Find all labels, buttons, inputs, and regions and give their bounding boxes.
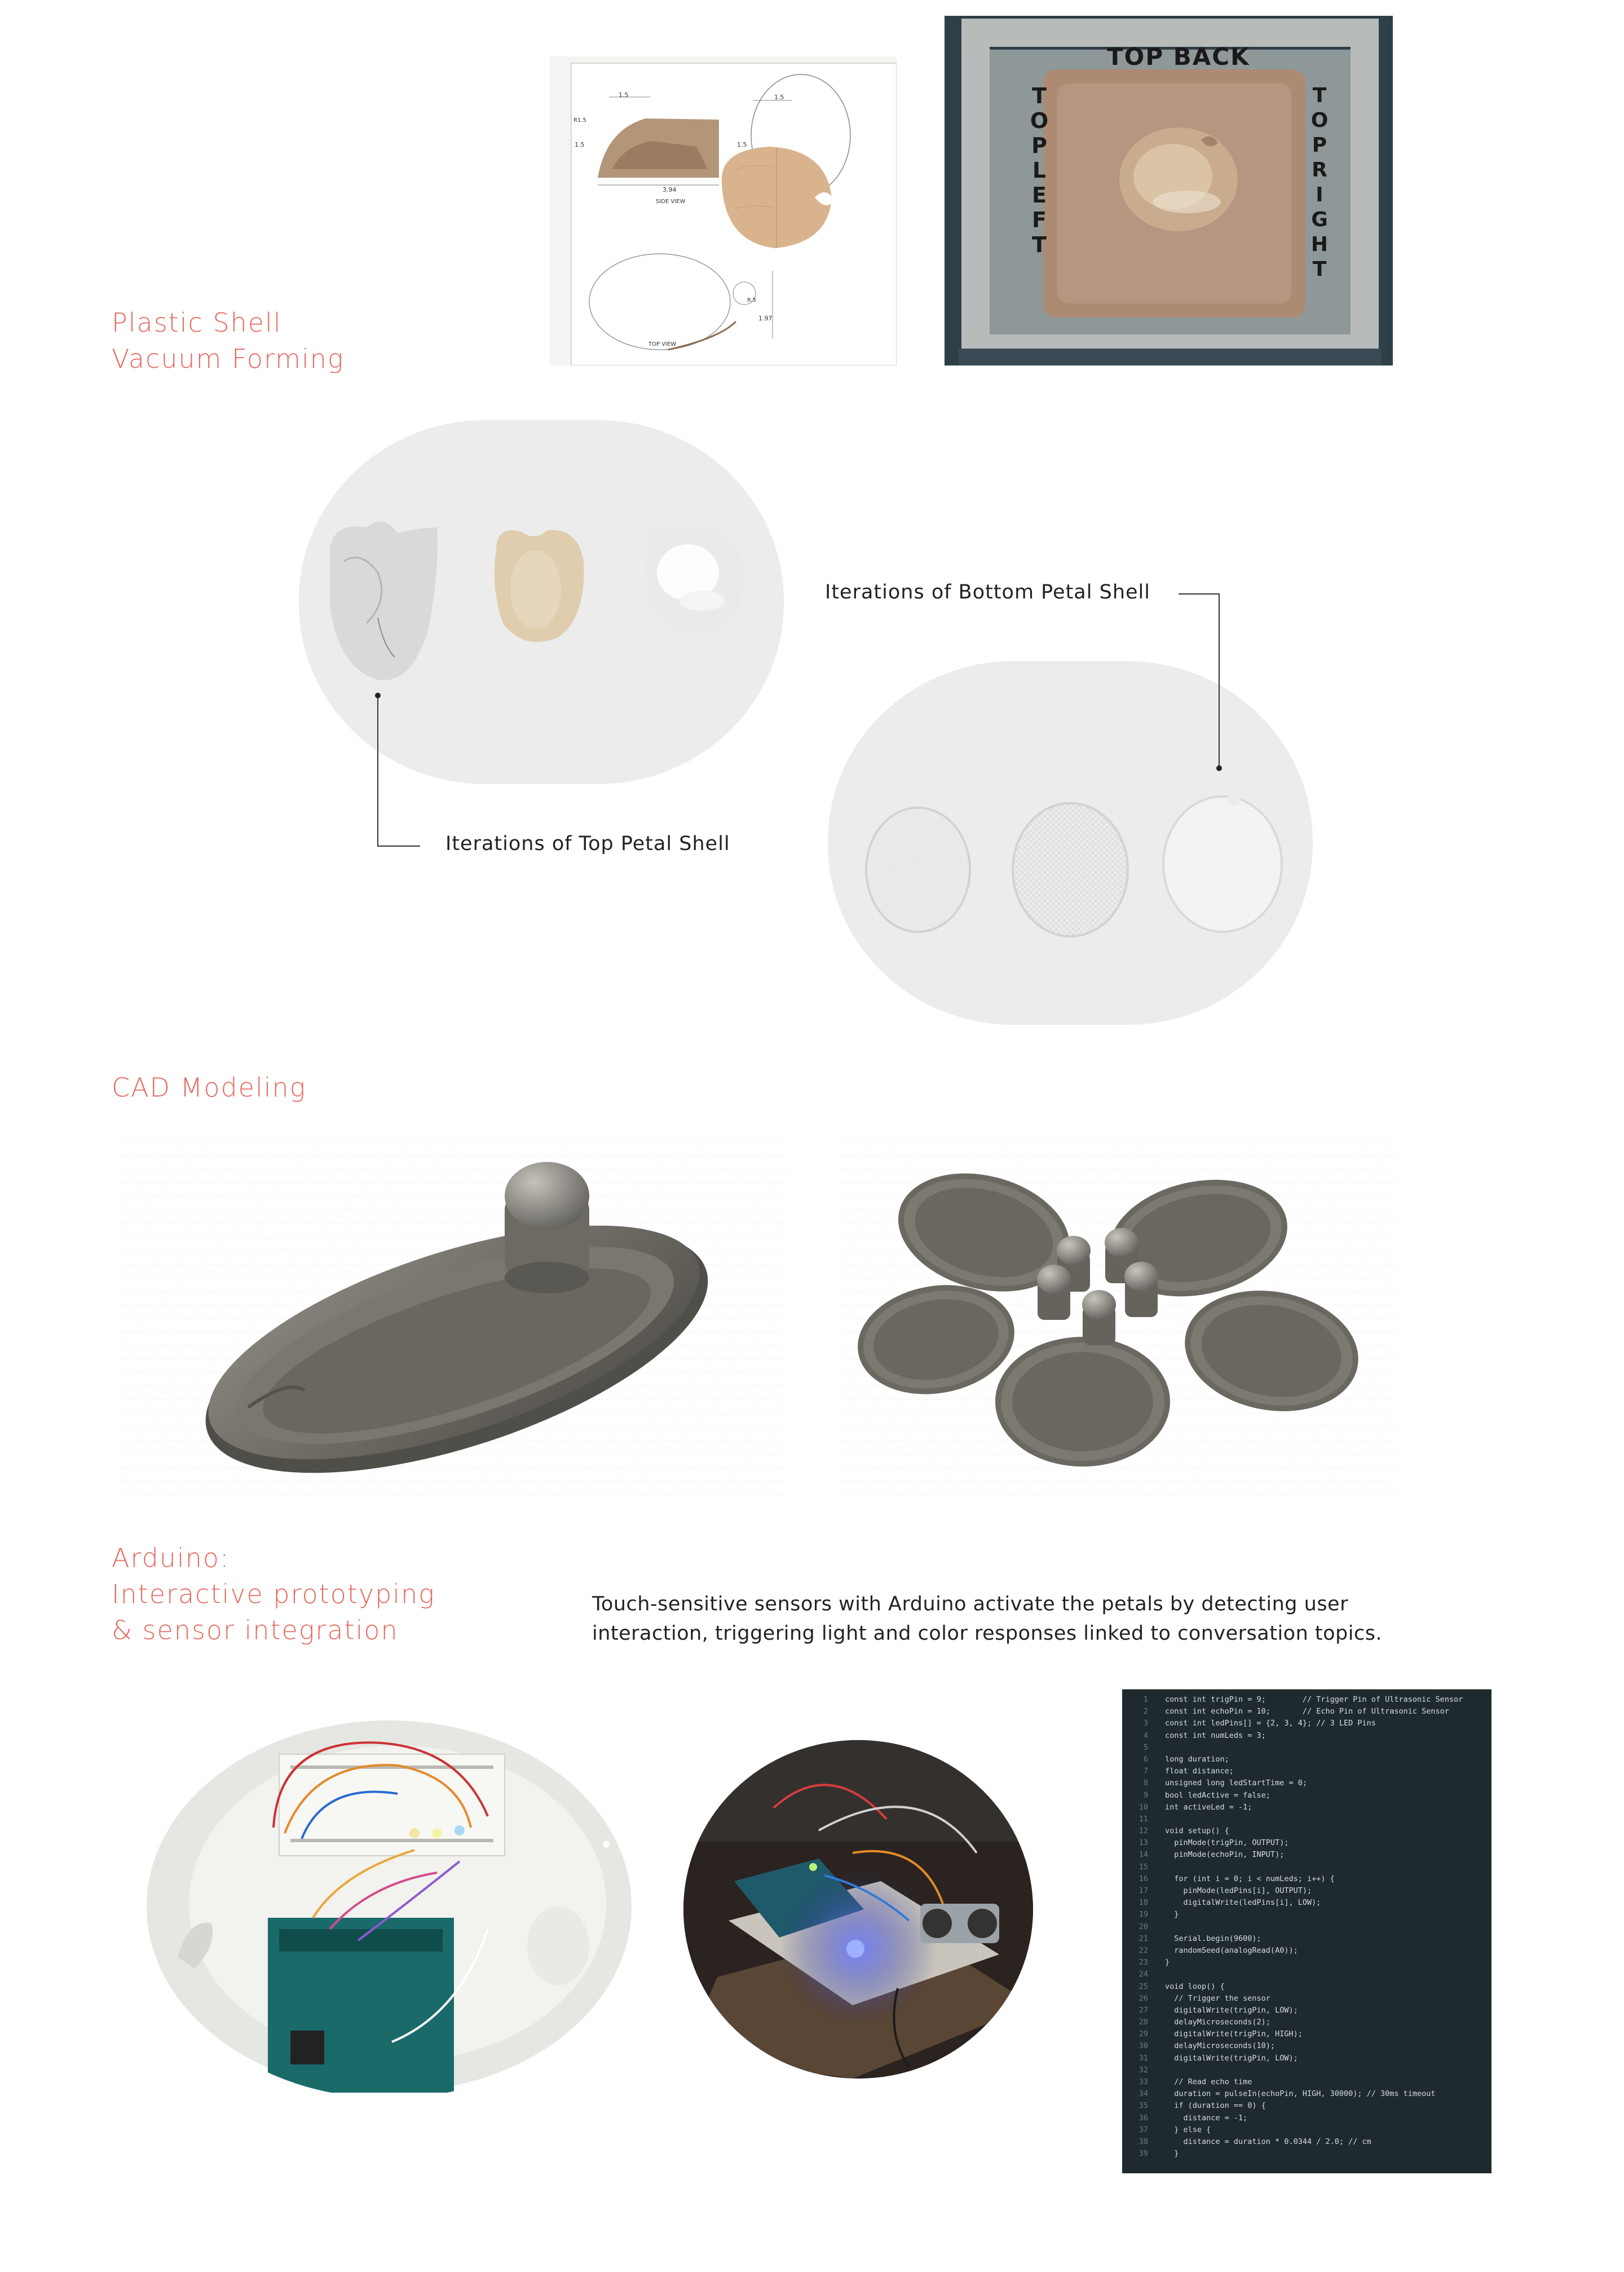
code-line-number: 16	[1138, 1874, 1148, 1883]
code-line	[1122, 1825, 1491, 1837]
mold-label-top-left: TOP LEFT	[1030, 83, 1049, 257]
code-line	[1122, 1790, 1491, 1802]
code-line-text: }	[1165, 2149, 1179, 2159]
code-line-number: 30	[1138, 2041, 1148, 2051]
code-line-number: 33	[1138, 2077, 1148, 2086]
code-line-text: digitalWrite(trigPin, LOW);	[1165, 2053, 1298, 2063]
code-line-number: 3	[1143, 1719, 1148, 1728]
code-line-text: }	[1165, 1910, 1179, 1919]
section-title-cad-modeling: CAD Modeling	[112, 1072, 307, 1103]
code-line	[1122, 2040, 1491, 2052]
code-line-text: digitalWrite(ledPins[i], LOW);	[1165, 1898, 1321, 1908]
drawing-dim-2: 1.5	[774, 94, 784, 101]
code-line	[1122, 1885, 1491, 1897]
code-line	[1122, 1993, 1491, 2005]
drawing-dim-4: 1.5	[737, 141, 747, 148]
arduino-description: Touch-sensitive sensors with Arduino activate the petals by detecting user interaction, triggering light and color responses linked to conversation topics.	[592, 1593, 1383, 1645]
code-line-number: 10	[1138, 1802, 1148, 1812]
section-title-arduino: Arduino: Interactive prototyping & sensor integration	[112, 1543, 435, 1645]
code-line-number: 24	[1138, 1970, 1148, 1979]
code-line-text: }	[1165, 1958, 1170, 1967]
code-line-number: 8	[1143, 1778, 1148, 1788]
code-line-text: const int ledPins[] = {2, 3, 4}; // 3 LED Pins	[1165, 1719, 1376, 1728]
code-line	[1122, 1945, 1491, 1957]
arduino-shell-illustration	[144, 1703, 634, 2098]
code-line	[1122, 1897, 1491, 1909]
code-line-text: randomSeed(analogRead(A0));	[1165, 1945, 1298, 1955]
code-line-text: distance = -1;	[1165, 2113, 1248, 2123]
code-line-text: unsigned long ledStartTime = 0;	[1165, 1778, 1307, 1788]
cad-single-petal-render	[118, 1142, 787, 1498]
drawing-dim-1: 1.5	[619, 91, 629, 99]
code-line-text: pinMode(trigPin, OUTPUT);	[1165, 1838, 1289, 1848]
code-line-number: 38	[1138, 2137, 1148, 2146]
arduino-code-panel[interactable]	[1122, 1689, 1491, 2173]
code-line-text: delayMicroseconds(2);	[1165, 2018, 1270, 2027]
code-line-text: } else {	[1165, 2125, 1211, 2134]
code-line	[1122, 2016, 1491, 2028]
code-line-text: duration = pulseIn(echoPin, HIGH, 30000); // 30ms timeout	[1165, 2089, 1436, 2099]
drawing-depth: 1.97	[758, 315, 773, 322]
vacuum-mold-photo	[945, 16, 1393, 366]
code-line-number: 22	[1138, 1945, 1148, 1955]
code-line-number: 32	[1138, 2065, 1148, 2075]
code-line-text: void setup() {	[1165, 1826, 1229, 1836]
mold-label-top-right: TOP RIGHT	[1310, 84, 1329, 281]
code-line-number: 19	[1138, 1910, 1148, 1919]
code-line-text: // Trigger the sensor	[1165, 1993, 1270, 2003]
arduino-led-photo	[683, 1740, 1033, 2079]
bottom-petal-illustration	[828, 661, 1313, 1025]
code-line-number: 29	[1138, 2029, 1148, 2039]
code-line-text: long duration;	[1165, 1754, 1229, 1764]
code-line-text: if (duration == 0) {	[1165, 2101, 1266, 2111]
code-line	[1122, 1754, 1491, 1765]
code-line-number: 28	[1138, 2018, 1148, 2027]
code-line-text: void loop() {	[1165, 1982, 1225, 1991]
code-line-number: 1	[1143, 1695, 1148, 1704]
top-petal-iterations-photo	[299, 420, 784, 784]
leader-line-top-petal-vertical	[377, 697, 378, 846]
leader-dot-top-petal	[375, 693, 381, 698]
code-line-number: 37	[1138, 2125, 1148, 2134]
bottom-petal-iterations-photo	[828, 661, 1313, 1025]
arduino-led-illustration	[683, 1740, 1033, 2079]
code-line-text: Serial.begin(9600);	[1165, 1934, 1261, 1943]
code-line-text: digitalWrite(trigPin, HIGH);	[1165, 2029, 1303, 2039]
leader-line-top-petal-horizontal	[377, 846, 420, 847]
code-line	[1122, 2064, 1491, 2076]
drawing-width: 3.94	[663, 186, 677, 193]
code-line	[1122, 1957, 1491, 1969]
arduino-shell-photo	[144, 1703, 634, 2098]
code-line-number: 2	[1143, 1707, 1148, 1716]
code-line-number: 35	[1138, 2101, 1148, 2111]
code-line-text: pinMode(echoPin, INPUT);	[1165, 1850, 1285, 1860]
code-line	[1122, 1969, 1491, 1980]
code-line-number: 27	[1138, 2005, 1148, 2015]
section-title-vacuum-forming: Plastic Shell Vacuum Forming	[112, 307, 345, 374]
code-line	[1122, 1718, 1491, 1729]
code-line	[1122, 1742, 1491, 1754]
code-line-number: 25	[1138, 1982, 1148, 1991]
cad-flower-illustration	[840, 1142, 1396, 1498]
code-line-text: digitalWrite(trigPin, LOW);	[1165, 2005, 1298, 2015]
leader-line-bottom-petal-horizontal	[1179, 593, 1219, 595]
code-line	[1122, 1765, 1491, 1777]
cad-flower-assembly-render	[840, 1142, 1396, 1498]
code-line-number: 39	[1138, 2149, 1148, 2159]
technical-drawing-illustration	[550, 56, 897, 366]
code-line-number: 12	[1138, 1826, 1148, 1836]
code-line-number: 36	[1138, 2113, 1148, 2123]
code-line	[1122, 2005, 1491, 2016]
code-line	[1122, 1777, 1491, 1789]
code-line	[1122, 1861, 1491, 1873]
code-line-text: int activeLed = -1;	[1165, 1802, 1252, 1812]
code-line-number: 14	[1138, 1850, 1148, 1860]
code-line-text: bool ledActive = false;	[1165, 1790, 1270, 1800]
code-line-number: 34	[1138, 2089, 1148, 2099]
code-line-text: distance = duration * 0.0344 / 2.0; // cm	[1165, 2137, 1371, 2146]
cad-single-petal-illustration	[118, 1142, 787, 1498]
code-line	[1122, 1730, 1491, 1742]
code-line-text: for (int i = 0; i < numLeds; i++) {	[1165, 1874, 1335, 1883]
code-line	[1122, 2136, 1491, 2148]
label-bottom-petal-iterations: Iterations of Bottom Petal Shell	[825, 581, 1150, 604]
code-line	[1122, 2112, 1491, 2124]
code-line-number: 21	[1138, 1934, 1148, 1943]
code-line-text: const int echoPin = 10; // Echo Pin of Ultrasonic Sensor	[1165, 1707, 1449, 1716]
code-line	[1122, 2088, 1491, 2100]
drawing-side-view: SIDE VIEW	[656, 199, 686, 205]
mold-label-top-back: TOP BACK	[1107, 43, 1250, 71]
code-line	[1122, 1837, 1491, 1849]
code-line	[1122, 2076, 1491, 2088]
code-line	[1122, 1873, 1491, 1885]
code-line-number: 18	[1138, 1898, 1148, 1908]
code-line-text: const int numLeds = 3;	[1165, 1731, 1266, 1740]
code-line-number: 13	[1138, 1838, 1148, 1848]
code-line	[1122, 1909, 1491, 1921]
code-line-text: delayMicroseconds(10);	[1165, 2041, 1276, 2051]
code-line-number: 5	[1143, 1742, 1148, 1752]
drawing-top-view: TOP VIEW	[648, 341, 677, 347]
code-line-number: 7	[1143, 1767, 1148, 1776]
code-line-number: 31	[1138, 2053, 1148, 2063]
leader-dot-bottom-petal	[1216, 765, 1222, 771]
code-line-number: 17	[1138, 1886, 1148, 1895]
code-line	[1122, 2028, 1491, 2040]
leader-line-bottom-petal-vertical	[1219, 593, 1220, 768]
code-line	[1122, 1813, 1491, 1825]
code-line	[1122, 1921, 1491, 1933]
code-line-number: 20	[1138, 1922, 1148, 1931]
code-line-number: 6	[1143, 1754, 1148, 1764]
code-line	[1122, 1802, 1491, 1813]
code-line	[1122, 1694, 1491, 1706]
drawing-radius-2: R.5	[747, 297, 757, 303]
label-top-petal-iterations: Iterations of Top Petal Shell	[445, 833, 730, 855]
code-line	[1122, 2053, 1491, 2064]
code-line	[1122, 2100, 1491, 2112]
drawing-dim-3: 1.5	[575, 141, 585, 148]
code-line-number: 4	[1143, 1731, 1148, 1740]
code-line	[1122, 2148, 1491, 2160]
code-line-number: 26	[1138, 1993, 1148, 2003]
code-line	[1122, 1706, 1491, 1718]
code-line-number: 15	[1138, 1862, 1148, 1872]
code-line	[1122, 1933, 1491, 1945]
drawing-radius-1: R1.5	[573, 117, 586, 124]
code-line-number: 23	[1138, 1958, 1148, 1967]
code-line	[1122, 2124, 1491, 2136]
code-line	[1122, 1981, 1491, 1993]
code-line-text: float distance;	[1165, 1767, 1234, 1776]
code-line-text: // Read echo time	[1165, 2077, 1252, 2086]
code-line-text: pinMode(ledPins[i], OUTPUT);	[1165, 1886, 1312, 1895]
code-line	[1122, 1849, 1491, 1861]
technical-drawing-photo	[550, 56, 897, 366]
code-line-number: 11	[1138, 1814, 1148, 1824]
code-line-number: 9	[1143, 1790, 1148, 1800]
top-petal-illustration	[299, 420, 784, 784]
code-line-text: const int trigPin = 9; // Trigger Pin of Ultrasonic Sensor	[1165, 1695, 1463, 1704]
